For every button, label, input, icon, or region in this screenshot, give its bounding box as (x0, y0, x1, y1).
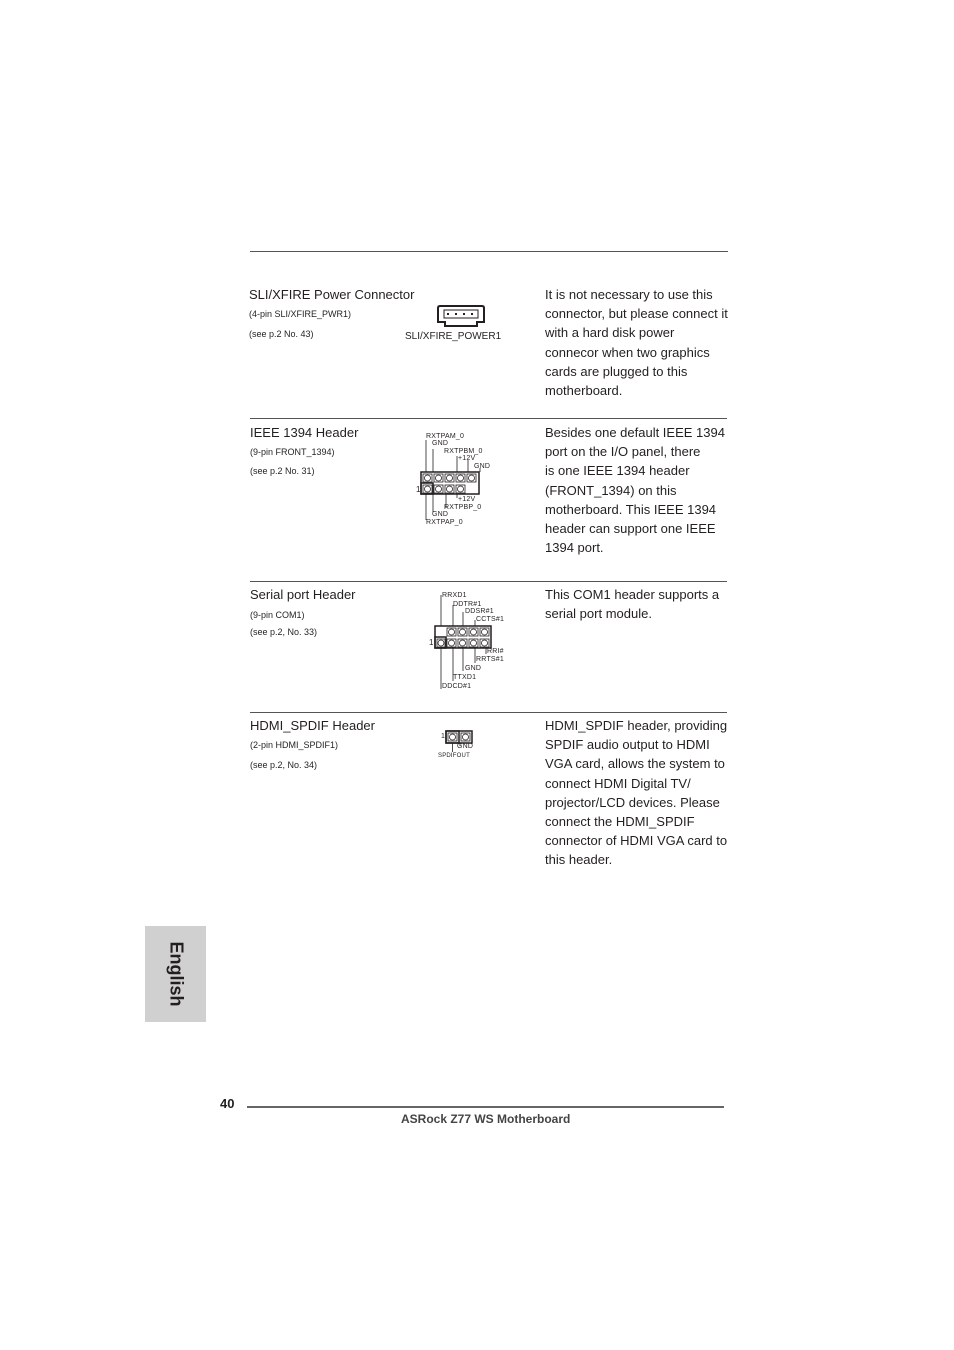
pin-label: DDTR#1 (453, 601, 482, 608)
description-line: motherboard. (545, 383, 623, 399)
description-line: (FRONT_1394) on this (545, 482, 677, 498)
description-line: connecor when two graphics (545, 344, 710, 360)
pin-label: 1 (441, 733, 446, 740)
pin-label: CCTS#1 (476, 616, 505, 623)
description-line: header can support one IEEE (545, 521, 716, 537)
footer-product-name: ASRock Z77 WS Motherboard (401, 1112, 571, 1126)
pin-label: RXTPBP_0 (444, 504, 482, 511)
pin-label: +12V (458, 496, 476, 503)
language-side-tab (145, 926, 206, 1022)
see-reference: (see p.2 No. 31) (250, 466, 315, 476)
pin-label: RXTPAM_0 (426, 433, 465, 440)
see-reference: (see p.2 No. 43) (249, 329, 314, 339)
pin-label: RXTPBM_0 (444, 448, 483, 455)
page-number: 40 (220, 1096, 235, 1111)
section-divider (250, 418, 727, 419)
pin-label: GND (432, 511, 449, 518)
pin-label: DDSR#1 (465, 608, 494, 615)
section-title: SLI/XFIRE Power Connector (249, 287, 415, 302)
description-line: SPDIF audio output to HDMI (545, 737, 710, 753)
description-line: VGA card, allows the system to (545, 756, 725, 772)
section-title: Serial port Header (250, 587, 356, 602)
section-description (545, 285, 735, 400)
description-line: connector, but please connect it (545, 306, 728, 322)
see-reference: (see p.2, No. 34) (250, 760, 318, 770)
description-line: HDMI_SPDIF header, providing (545, 718, 728, 733)
footer-rule (247, 1106, 724, 1108)
pin-label: RRTS#1 (476, 656, 504, 663)
description-line: port on the I/O panel, there (545, 444, 701, 460)
section-divider (250, 581, 727, 582)
pin-label: +12V (458, 455, 476, 462)
description-line: connector of HDMI VGA card to (545, 833, 728, 849)
section-description (545, 716, 735, 870)
pin-label: GND (465, 665, 482, 672)
description-line: It is not necessary to use this (545, 287, 713, 302)
description-line: connect the HDMI_SPDIF (545, 814, 695, 830)
pin-label: 1 (429, 638, 434, 647)
connector-label: SLI/XFIRE_POWER1 (405, 331, 502, 342)
pin-label: RXTPAP_0 (426, 519, 463, 526)
pin-label: GND (432, 440, 449, 447)
description-line: this header. (545, 852, 613, 868)
description-line: projector/LCD devices. Please (545, 794, 720, 810)
pin-label: GND (474, 463, 491, 470)
section-description (545, 585, 735, 623)
description-line: Besides one default IEEE 1394 (545, 425, 725, 440)
section-title: IEEE 1394 Header (250, 425, 359, 440)
description-line: serial port module. (545, 606, 652, 622)
description-line: motherboard. This IEEE 1394 (545, 501, 717, 517)
description-line: 1394 port. (545, 540, 604, 556)
sli-xfire-power-connector-diagram (436, 305, 486, 327)
section-divider (250, 712, 727, 713)
pin-label: TTXD1 (453, 674, 477, 681)
pin-info: (9-pin FRONT_1394) (250, 447, 335, 457)
pin-label: SPDIFOUT (438, 753, 470, 759)
description-line: connect HDMI Digital TV/ (545, 775, 691, 791)
pin-label: GND (457, 743, 474, 750)
pin-info: (4-pin SLI/XFIRE_PWR1) (249, 309, 352, 319)
section-description (545, 423, 735, 557)
pin-label: RRXD1 (442, 592, 467, 599)
description-line: is one IEEE 1394 header (545, 463, 690, 479)
description-line: This COM1 header supports a (545, 587, 720, 602)
description-line: cards are plugged to this (545, 363, 688, 379)
pin-info: (9-pin COM1) (250, 610, 305, 620)
section-title: HDMI_SPDIF Header (250, 718, 375, 733)
pin-info: (2-pin HDMI_SPDIF1) (250, 740, 339, 750)
top-rule (250, 251, 728, 252)
see-reference: (see p.2, No. 33) (250, 627, 318, 637)
pin-label: RRI# (487, 648, 504, 655)
pin-label: 1 (416, 485, 421, 494)
language-tab-label: English (166, 941, 186, 1007)
description-line: with a hard disk power (545, 325, 675, 341)
pin-label: DDCD#1 (442, 683, 472, 690)
